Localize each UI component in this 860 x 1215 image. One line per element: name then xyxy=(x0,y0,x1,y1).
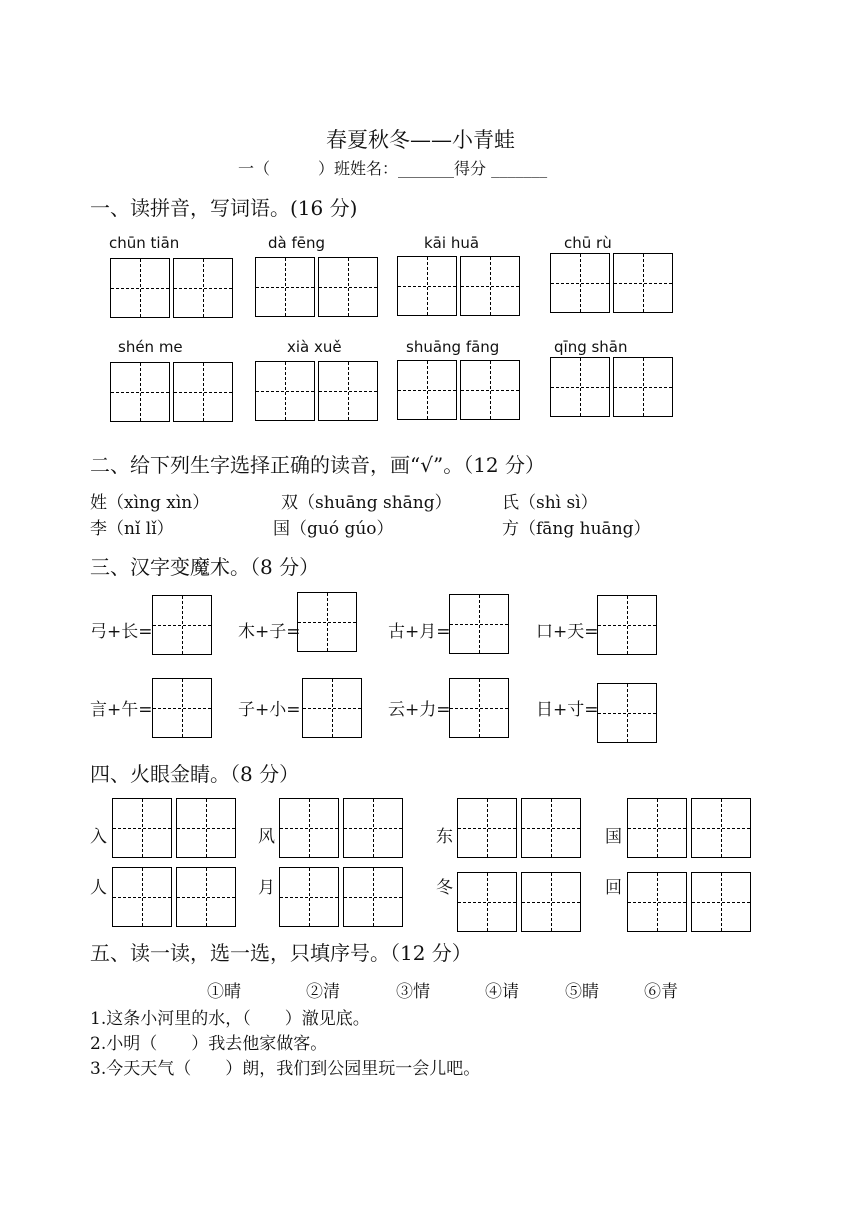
answer-cell[interactable] xyxy=(449,678,509,738)
prompt-character: 月 xyxy=(258,878,275,898)
fill-in-sentence[interactable]: 2.小明（ ）我去他家做客。 xyxy=(90,1034,328,1054)
character-formula: 古+月= xyxy=(388,622,451,642)
character-formula: 木+子= xyxy=(238,622,301,642)
pronunciation-choice[interactable]: 国（guó gúo） xyxy=(273,519,394,539)
writing-cell[interactable] xyxy=(255,257,315,317)
answer-cell[interactable] xyxy=(302,678,362,738)
prompt-character: 风 xyxy=(258,827,275,847)
pronunciation-choice[interactable]: 李（nǐ lǐ） xyxy=(90,519,174,539)
pinyin-label: shén me xyxy=(118,338,183,356)
writing-cell[interactable] xyxy=(176,798,236,858)
prompt-character: 回 xyxy=(605,878,622,898)
writing-cell[interactable] xyxy=(255,361,315,421)
writing-cell[interactable] xyxy=(521,798,581,858)
writing-cell[interactable] xyxy=(691,798,751,858)
answer-cell[interactable] xyxy=(597,683,657,743)
writing-cell[interactable] xyxy=(110,258,170,318)
character-formula: 云+力= xyxy=(388,700,451,720)
writing-cell[interactable] xyxy=(110,362,170,422)
option-1: ①晴 xyxy=(207,982,241,1002)
pinyin-label: chūn tiān xyxy=(109,234,180,252)
class-name-score-line: 一（ ）班姓名：_______得分 _______ xyxy=(238,159,548,178)
prompt-character: 东 xyxy=(436,827,453,847)
writing-cell[interactable] xyxy=(457,798,517,858)
option-3: ③情 xyxy=(396,982,430,1002)
character-formula: 言+午= xyxy=(90,700,153,720)
section-1-heading: 一、读拼音，写词语。(16 分) xyxy=(90,196,358,220)
answer-cell[interactable] xyxy=(297,592,357,652)
answer-cell[interactable] xyxy=(449,594,509,654)
writing-cell[interactable] xyxy=(112,867,172,927)
section-3-heading: 三、汉字变魔术。（8 分） xyxy=(90,555,320,579)
writing-cell[interactable] xyxy=(550,253,610,313)
option-2: ②清 xyxy=(306,982,340,1002)
writing-cell[interactable] xyxy=(318,257,378,317)
writing-cell[interactable] xyxy=(397,360,457,420)
pronunciation-choice[interactable]: 方（fāng huāng） xyxy=(502,519,651,539)
pinyin-label: kāi huā xyxy=(424,234,480,252)
option-4: ④请 xyxy=(485,982,519,1002)
writing-cell[interactable] xyxy=(460,360,520,420)
pinyin-label: chū rù xyxy=(564,234,612,252)
section-2-heading: 二、给下列生字选择正确的读音，画“√”。（12 分） xyxy=(90,453,545,477)
option-5: ⑤睛 xyxy=(565,982,599,1002)
writing-cell[interactable] xyxy=(397,256,457,316)
pinyin-label: dà fēng xyxy=(268,234,326,252)
writing-cell[interactable] xyxy=(521,872,581,932)
writing-cell[interactable] xyxy=(460,256,520,316)
writing-cell[interactable] xyxy=(173,362,233,422)
writing-cell[interactable] xyxy=(457,872,517,932)
writing-cell[interactable] xyxy=(613,357,673,417)
section-5-heading: 五、读一读，选一选，只填序号。（12 分） xyxy=(90,941,472,965)
writing-cell[interactable] xyxy=(627,798,687,858)
answer-cell[interactable] xyxy=(152,595,212,655)
writing-cell[interactable] xyxy=(613,253,673,313)
writing-cell[interactable] xyxy=(173,258,233,318)
writing-cell[interactable] xyxy=(550,357,610,417)
answer-cell[interactable] xyxy=(152,678,212,738)
pronunciation-choice[interactable]: 姓（xìng xìn） xyxy=(90,493,210,513)
pronunciation-choice[interactable]: 氏（shì sì） xyxy=(502,493,598,513)
character-formula: 日+寸= xyxy=(536,700,599,720)
character-formula: 子+小= xyxy=(238,700,301,720)
pinyin-label: xià xuě xyxy=(287,338,342,356)
prompt-character: 人 xyxy=(90,878,107,898)
writing-cell[interactable] xyxy=(279,867,339,927)
writing-cell[interactable] xyxy=(112,798,172,858)
writing-cell[interactable] xyxy=(627,872,687,932)
character-formula: 弓+长= xyxy=(90,622,153,642)
writing-cell[interactable] xyxy=(343,798,403,858)
writing-cell[interactable] xyxy=(691,872,751,932)
prompt-character: 冬 xyxy=(436,878,453,898)
pinyin-label: shuāng fāng xyxy=(406,338,500,356)
prompt-character: 国 xyxy=(605,827,622,847)
section-4-heading: 四、火眼金睛。（8 分） xyxy=(90,762,300,786)
pronunciation-choice[interactable]: 双（shuāng shāng） xyxy=(281,493,452,513)
fill-in-sentence[interactable]: 1.这条小河里的水，（ ）澈见底。 xyxy=(90,1009,370,1029)
writing-cell[interactable] xyxy=(318,361,378,421)
character-formula: 口+天= xyxy=(536,622,599,642)
page-title: 春夏秋冬——小青蛙 xyxy=(326,128,515,152)
prompt-character: 入 xyxy=(90,827,107,847)
fill-in-sentence[interactable]: 3.今天天气（ ）朗，我们到公园里玩一会儿吧。 xyxy=(90,1059,481,1079)
writing-cell[interactable] xyxy=(279,798,339,858)
answer-cell[interactable] xyxy=(597,595,657,655)
option-6: ⑥青 xyxy=(644,982,678,1002)
writing-cell[interactable] xyxy=(176,867,236,927)
writing-cell[interactable] xyxy=(343,867,403,927)
pinyin-label: qīng shān xyxy=(554,338,628,356)
